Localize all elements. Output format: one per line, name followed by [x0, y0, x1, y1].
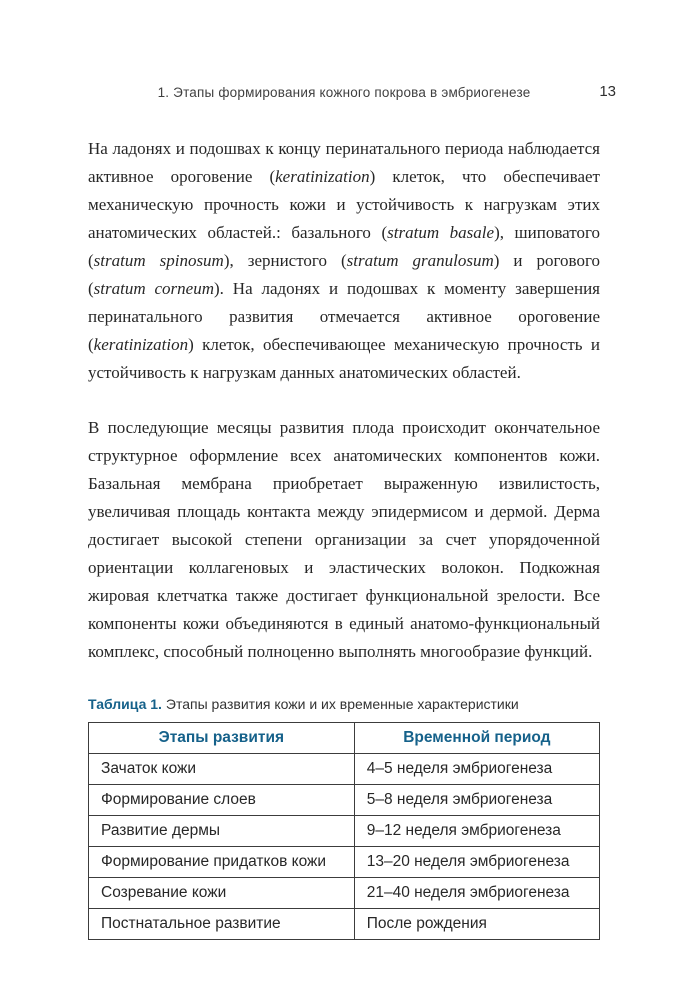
- table-header-row: [89, 723, 600, 754]
- text-segment: ), шиповатого (: [88, 223, 600, 270]
- table-cell: 21–40 неделя эмбриогенеза: [354, 878, 599, 909]
- text-segment: ). На ладонях и подошвах к моменту завершения перинатального развития отмечается активное ороговение (: [88, 279, 600, 354]
- text-segment: ) клеток, что обеспечивает механическую прочность кожи и устойчивость к нагрузкам этих анатомических областей.: базального (: [88, 167, 600, 242]
- paragraph-skin-maturation: [88, 414, 600, 666]
- latin-term: stratum granulosum: [346, 251, 494, 270]
- text-segment: В последующие месяцы развития плода происходит окончательное структурное оформление всех анатомических компонентов кожи. Базальная мембрана приобретает выраженную извилистость, увеличивая площадь контакта между эпидермисом и дермой. Дерма достигает высокой степени организации за счет упорядоченной ориентации коллагеновых и эластических волокон. Подкожная жировая клетчатка также достигает функциональной зрелости. Все компоненты кожи объединяются в единый анатомо-функциональный комплекс, способный полноценно выполнять многообразие функций.: [88, 418, 600, 661]
- table-row: [89, 847, 600, 878]
- latin-term: keratinization: [275, 167, 370, 186]
- paragraph-keratinization: [88, 135, 600, 387]
- table-row: [89, 816, 600, 847]
- latin-term: stratum spinosum: [93, 251, 224, 270]
- latin-term: keratinization: [93, 335, 189, 354]
- latin-term: stratum basale: [387, 223, 495, 242]
- chapter-title: 1. Этапы формирования кожного покрова в эмбриогенезе: [157, 85, 531, 100]
- table-body: [89, 754, 600, 940]
- table-cell: Созревание кожи: [89, 878, 355, 909]
- table-row: [89, 878, 600, 909]
- table-cell: Формирование придатков кожи: [89, 847, 355, 878]
- table-cell: 9–12 неделя эмбриогенеза: [354, 816, 599, 847]
- table-cell: 5–8 неделя эмбриогенеза: [354, 785, 599, 816]
- text-segment: На ладонях и подошвах к концу перинатального периода наблюдается активное ороговение (: [88, 139, 600, 186]
- table-caption-text: Этапы развития кожи и их временные характеристики: [165, 696, 519, 712]
- table-cell: 13–20 неделя эмбриогенеза: [354, 847, 599, 878]
- text-segment: ) клеток, обеспечивающее механическую прочность и устойчивость к нагрузкам данных анатомических областей.: [88, 335, 600, 382]
- table-caption: [88, 696, 600, 712]
- table-row: [89, 785, 600, 816]
- text-segment: ), зернистого (: [223, 251, 347, 270]
- table-cell: Развитие дермы: [89, 816, 355, 847]
- table-cell: Постнатальное развитие: [89, 909, 355, 940]
- latin-term: stratum corneum: [93, 279, 214, 298]
- table-row: [89, 754, 600, 785]
- table-header-stages: Этапы развития: [89, 723, 355, 754]
- page-header: [88, 83, 616, 105]
- table-cell: Зачаток кожи: [89, 754, 355, 785]
- table-cell: После рождения: [354, 909, 599, 940]
- page-body: [88, 135, 600, 940]
- table-cell: Формирование слоев: [89, 785, 355, 816]
- text-segment: ) и рогового (: [88, 251, 601, 298]
- table-row: [89, 909, 600, 940]
- skin-development-stages-table: [88, 722, 600, 940]
- table-header-period: Временной период: [354, 723, 599, 754]
- page-number: 13: [599, 83, 616, 100]
- table-cell: 4–5 неделя эмбриогенеза: [354, 754, 599, 785]
- table-caption-label: Таблица 1.: [88, 696, 162, 712]
